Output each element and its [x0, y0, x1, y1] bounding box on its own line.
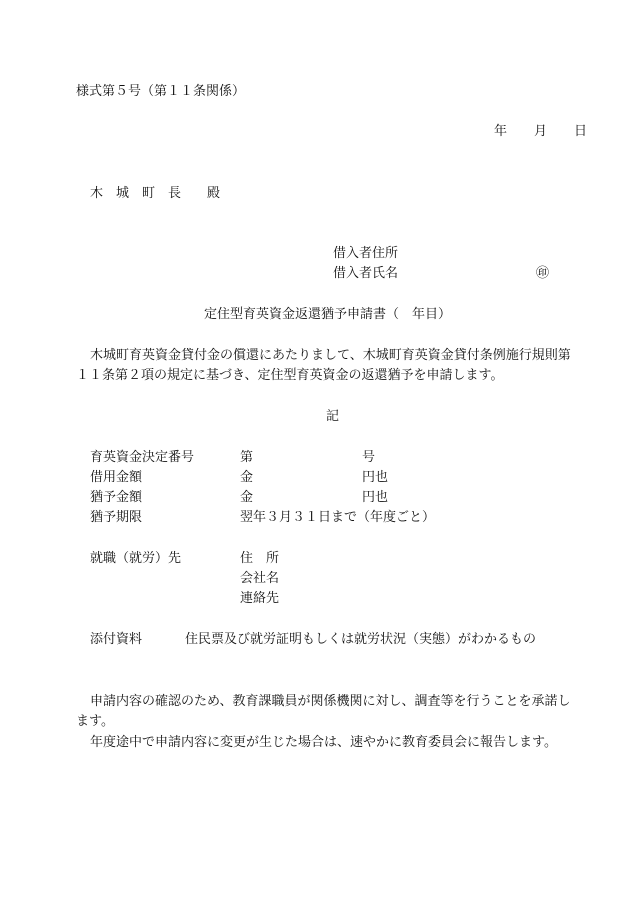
employment-label: 就職（就労）先: [90, 551, 182, 566]
body-line-1: 木城町育英資金貸付金の償還にあたりまして、木城町育英資金貸付条例施行規則第: [90, 348, 571, 363]
date-year: 年: [494, 124, 508, 139]
employment-address: 住 所: [240, 551, 280, 566]
ki-heading: 記: [326, 409, 340, 424]
attachments-label: 添付資料: [90, 632, 143, 647]
employment-company: 会社名: [240, 571, 280, 586]
deferral-period-value: 翌年３月３１日まで（年度ごと）: [240, 510, 436, 525]
employment-contact: 連絡先: [240, 591, 280, 606]
deferral-amount-suffix: 円也: [362, 490, 389, 505]
date-month: 月: [534, 124, 548, 139]
deferral-amount-prefix: 金: [240, 490, 254, 505]
loan-amount-suffix: 円也: [362, 470, 389, 485]
consent-line-2: ます。: [76, 714, 114, 729]
attachments-value: 住民票及び就労証明もしくは就労状況（実態）がわかるもの: [185, 632, 537, 647]
applicant-address-label: 借入者住所: [333, 246, 399, 261]
decision-number-prefix: 第: [240, 450, 254, 465]
decision-number-label: 育英資金決定番号: [90, 450, 195, 465]
deferral-period-label: 猶予期限: [90, 510, 143, 525]
applicant-name-label: 借入者氏名: [333, 266, 399, 281]
loan-amount-label: 借用金額: [90, 470, 143, 485]
consent-line-3: 年度途中で申請内容に変更が生じた場合は、速やかに教育委員会に報告します。: [90, 735, 557, 750]
consent-line-1: 申請内容の確認のため、教育課職員が関係機関に対し、調査等を行うことを承諾し: [90, 694, 571, 709]
loan-amount-prefix: 金: [240, 470, 254, 485]
date-day: 日: [574, 124, 588, 139]
body-line-2: １１条第２項の規定に基づき、定住型育英資金の返還猶予を申請します。: [76, 368, 504, 383]
decision-number-suffix: 号: [362, 450, 376, 465]
deferral-amount-label: 猶予金額: [90, 490, 143, 505]
addressee: 木 城 町 長 殿: [90, 186, 221, 201]
document-title: 定住型育英資金返還猶予申請書（ 年目）: [204, 307, 452, 322]
form-number: 様式第５号（第１１条関係）: [76, 84, 246, 99]
seal-mark: ㊞: [536, 266, 550, 281]
